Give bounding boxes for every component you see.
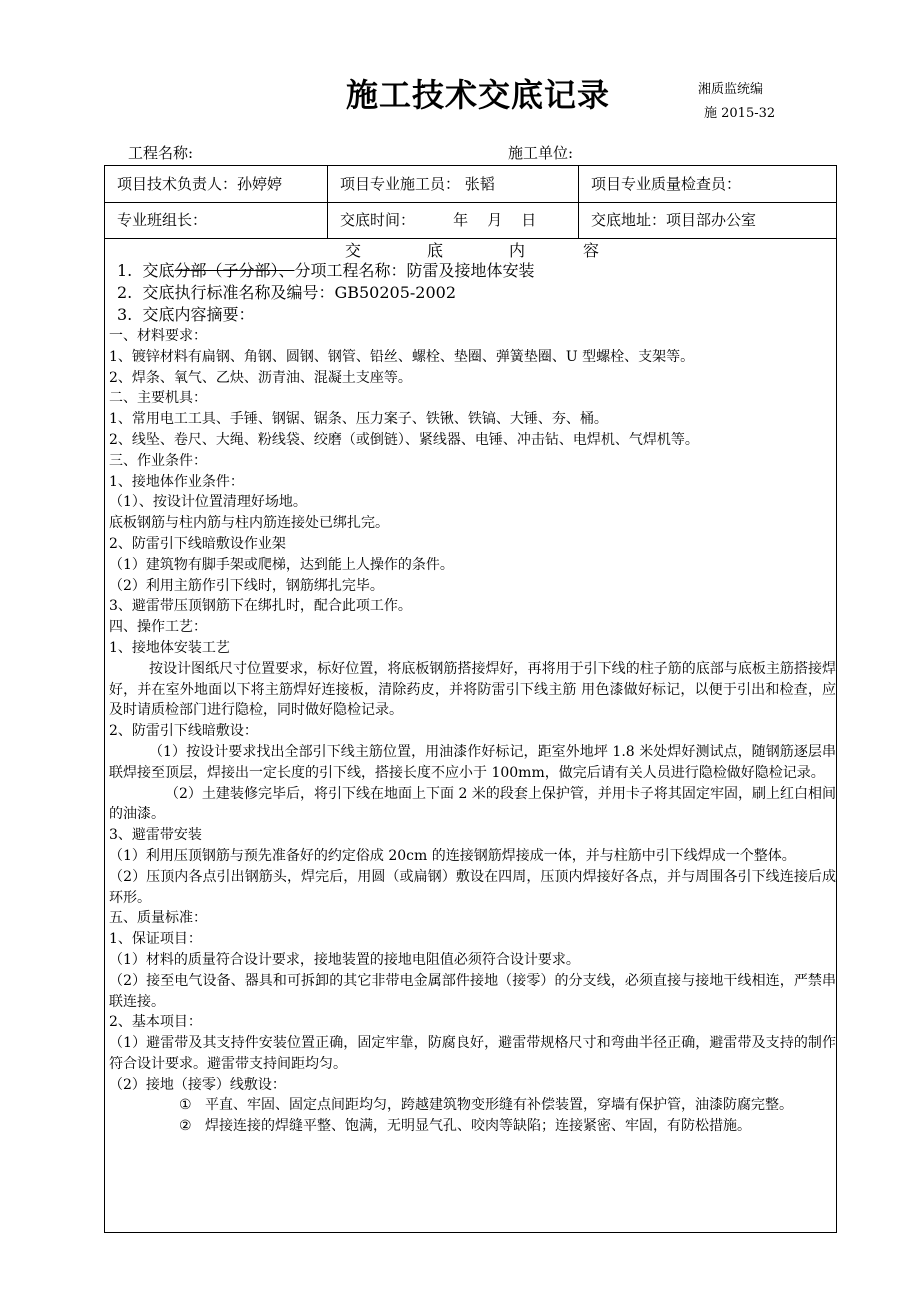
intro-item-1: 1. 交底分部（子分部）、分项工程名称：防雷及接地体安装	[117, 261, 535, 280]
section-heading: 二、主要机具：	[109, 390, 207, 407]
heading-char: 交	[345, 241, 362, 260]
text-line: 1、保证项目：	[109, 931, 202, 948]
numbered-item	[109, 1116, 836, 1137]
section-heading: 四、操作工艺：	[109, 619, 207, 636]
text-line: （2）利用主筋作引下线时，钢筋绑扎完毕。	[109, 577, 384, 594]
text-line: 2、防雷引下线暗敷设作业架	[109, 535, 286, 552]
numbered-item-text: 平直、牢固、固定点间距均匀，跨越建筑物变形缝有补偿装置，穿墙有保护管，油漆防腐完整。	[205, 1097, 793, 1114]
section-heading: 一、材料要求：	[109, 328, 207, 344]
info-row-2	[105, 202, 836, 239]
text-line: 3、避雷带安装	[109, 827, 202, 844]
text-line: （1）、按设计位置清理好场地。	[109, 494, 307, 511]
numbered-item-text: 焊接连接的焊缝平整、饱满，无明显气孔、咬肉等缺陷；连接紧密、牢固，有防松措施。	[205, 1118, 751, 1135]
team-leader-cell: 专业班组长：	[117, 211, 208, 229]
intro-item-2: 2. 交底执行标准名称及编号：GB50205-2002	[117, 283, 457, 302]
text-line: 3、避雷带压顶钢筋下在绑扎时，配合此项工作。	[109, 598, 412, 615]
text-line: 底板钢筋与柱内筋与柱内筋连接处已绑扎完。	[109, 515, 389, 532]
text-line: 2、线坠、卷尺、大绳、粉线袋、绞磨（或倒链）、紧线器、电锤、冲击钻、电焊机、气焊机等。	[109, 431, 699, 448]
paragraph: （1）材料的质量符合设计要求，接地装置的接地电阻值必须符合设计要求。	[109, 951, 580, 968]
circled-number: ①	[179, 1097, 192, 1114]
text-line: 2、防雷引下线暗敷设：	[109, 723, 258, 740]
project-name-label: 工程名称:	[128, 144, 194, 162]
circled-number: ②	[179, 1118, 192, 1135]
paragraph: （1）避雷带及其支持件安装位置正确，固定牢靠，防腐良好，避雷带规格尺寸和弯曲半径正确，避雷带及支持的制作符合设计要求。避雷带支持间距均匀。	[109, 1035, 836, 1072]
heading-char: 容	[583, 241, 600, 260]
paragraph: （1）按设计要求找出全部引下线主筋位置，用油漆作好标记，距室外地坪 1.8 米处焊好测试点，随钢筋逐层串联焊接至顶层，焊接出一定长度的引下线，搭接长度不应小于 100mm，做完后请有关人员进行隐检做好隐检记录。	[109, 743, 836, 781]
content-heading	[105, 238, 836, 260]
info-row-1	[105, 166, 836, 203]
text-line: （1）建筑物有脚手架或爬梯，达到能上人操作的条件。	[109, 556, 454, 573]
paragraph: （1）利用压顶钢筋与预先准备好的约定俗成 20cm 的连接钢筋焊接成一体，并与柱筋中引下线焊成一个整体。	[109, 847, 796, 864]
content-body	[109, 260, 836, 1137]
heading-char: 底	[427, 241, 444, 260]
tech-lead-cell: 项目技术负责人：孙婷婷	[117, 175, 283, 193]
paragraph: （2）土建装修完毕后，将引下线在地面上下面 2 米的段套上保护管，并用卡子将其固定牢固，刷上红白相间的油漆。	[109, 785, 836, 823]
text-line: 1、常用电工工具、手锤、钢锯、锯条、压力案子、铁锹、铁镐、大锤、夯、桶。	[109, 411, 608, 428]
heading-char: 内	[509, 241, 526, 260]
text-line: 2、焊条、氧气、乙炔、沥青油、混凝土支座等。	[109, 369, 412, 386]
text-line: 1、接地体作业条件：	[109, 473, 244, 490]
construction-unit-label: 施工单位:	[508, 144, 574, 162]
paragraph: 按设计图纸尺寸位置要求，标好位置，将底板钢筋搭接焊好，再将用于引下线的柱子筋的底部与底板主筋搭接焊好，并在室外地面以下将主筋焊好连接板，清除药皮，并将防雷引下线主筋 用色漆做好标记，以便于引出和检查，应及时请质检部门进行隐检，同时做好隐检记录。	[109, 660, 836, 719]
disclosure-form	[104, 165, 837, 1233]
text-line: 1、接地体安装工艺	[109, 639, 230, 656]
text-line: 1、镀锌材料有扁钢、角钢、圆钢、钢管、铅丝、螺栓、垫圈、弹簧垫圈、U 型螺栓、支架等。	[109, 348, 695, 365]
worker-cell: 项目专业施工员： 张韬	[340, 175, 495, 193]
section-heading: 五、质量标准：	[109, 910, 207, 927]
publisher-label: 湘质监统编	[698, 82, 764, 97]
document-title: 施工技术交底记录	[346, 76, 611, 114]
paragraph: （2）接至电气设备、器具和可拆卸的其它非带电金属部件接地（接零）的分支线，必须直接与接地干线相连，严禁串联连接。	[109, 972, 836, 1010]
intro-item-3: 3. 交底内容摘要：	[117, 305, 255, 324]
document-number: 施 2015-32	[704, 106, 776, 121]
text-line: 2、基本项目：	[109, 1014, 202, 1031]
struck-text: 分部（子分部）、	[174, 261, 295, 280]
numbered-item	[109, 1095, 836, 1116]
location-cell: 交底地址：项目部办公室	[591, 211, 757, 229]
time-cell: 交底时间： 年 月 日	[340, 211, 537, 229]
text-line: （2）接地（接零）线敷设：	[109, 1076, 286, 1093]
section-heading: 三、作业条件：	[109, 452, 207, 469]
paragraph: （2）压顶内各点引出钢筋头，焊完后，用圆（或扁钢）敷设在四周，压顶内焊接好各点，并与周围各引下线连接后成环形。	[109, 868, 836, 906]
inspector-cell: 项目专业质量检查员：	[591, 175, 742, 193]
